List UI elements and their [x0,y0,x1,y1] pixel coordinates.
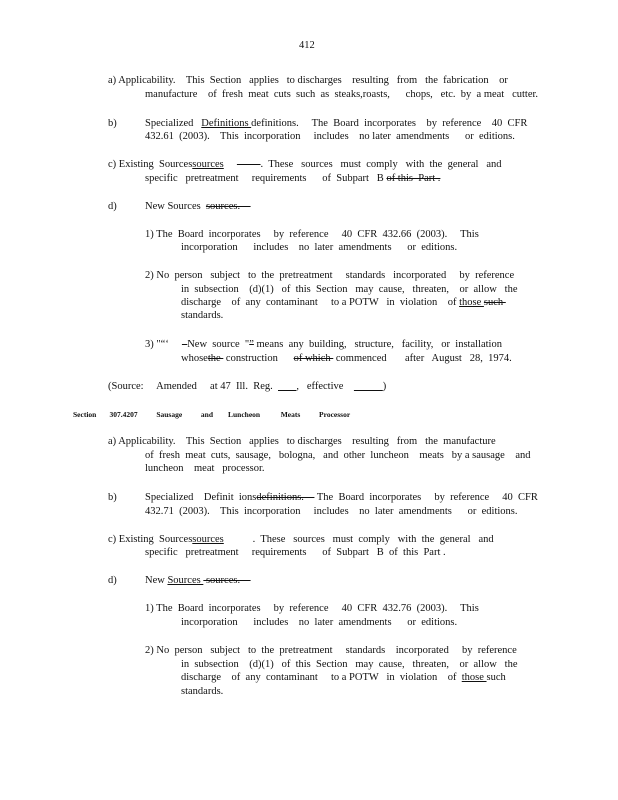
page-number: 412 [299,40,315,51]
inserted-text: sources [192,534,224,545]
p2-d2-line2: in subsection (d)(1) of this Section may cause, threaten, or allow the [181,659,518,670]
p1-applicability-line2: manufacture of fresh meat cuts such as steaks,roasts, chops, etc. by a meat cutter. [145,89,539,100]
deleted-text: definitions. [256,492,315,503]
inserted-text: sources [192,159,224,170]
deleted-text: sources. [205,201,251,212]
p2-applicability-line2: of fresh meat cuts, sausage, bologna, and other luncheon meats by a sausage and [145,450,531,461]
p1-d3-line1: 3) "“‘ –New source "” means any building, structure, facility, or installation [145,339,502,350]
p1-d1-line1: 1) The Board incorporates by reference 40 CFR 432.66 (2003). This [145,229,479,240]
deleted-text: the [207,353,224,364]
p2-existing-sources-line1: c) Existing Sourcessources . These sources must comply with the general and [108,534,494,545]
p1-d3-line2: whosethe construction of which commenced after August 28, 1974. [181,353,512,364]
p2-d2-line1: 2) No person subject to the pretreatment standards incorporated by reference [145,645,517,656]
p2-b-marker: b) [108,492,117,503]
p1-existing-sources-line1: c) Existing Sourcessources . These sources must comply with the general and [108,159,502,170]
blank-underline [278,381,296,392]
p1-d1-line2: incorporation includes no later amendments or editions. [181,242,458,253]
deleted-text: sources. [203,575,251,586]
p2-definitions-line2: 432.71 (2003). This incorporation includes no later amendments or editions. [145,506,518,517]
p2-d1-line1: 1) The Board incorporates by reference 40 CFR 432.76 (2003). This [145,603,479,614]
p1-d2-line1: 2) No person subject to the pretreatment standards incorporated by reference [145,270,515,281]
p2-d2-line3: discharge of any contaminant to a POTW in violation of those such [181,672,506,683]
p1-existing-sources-line2: specific pretreatment requirements of Subpart B of this Part . [145,173,441,184]
p2-d-marker: d) [108,575,117,586]
deleted-text: ” [249,339,254,350]
p1-d2-line2: in subsection (d)(1) of this Section may cause, threaten, or allow the [181,284,518,295]
p1-new-sources-heading: New Sources sources. [145,201,251,212]
deleted-text [237,159,261,170]
inserted-text: those [459,297,484,308]
p2-definitions-line1: Specialized Definit ionsdefinitions. The Board incorporates by reference 40 CFR [145,492,538,503]
deleted-text: – [181,339,188,350]
p1-b-marker: b) [108,118,117,129]
section-heading: Section 307.4207 Sausage and Luncheon Meats Processor [73,410,351,419]
p1-definitions-line1: Specialized Definitions definitions. The Board incorporates by reference 40 CFR [145,118,528,129]
p1-applicability-line1: a) Applicability. This Section applies to discharges resulting from the fabrication or [108,75,508,86]
blank-underline [354,381,383,392]
p2-applicability-line3: luncheon meat processor. [145,463,265,474]
p1-definitions-line2: 432.61 (2003). This incorporation includes no later amendments or editions. [145,131,515,142]
deleted-text: of this Part . [386,173,441,184]
p1-d-marker: d) [108,201,117,212]
deleted-text: of which [293,353,334,364]
p2-d2-line4: standards. [181,686,224,697]
p2-existing-sources-line2: specific pretreatment requirements of Subpart B of this Part . [145,547,446,558]
inserted-text: those [461,672,487,683]
inserted-text: Sources [167,575,204,586]
p1-d2-line3: discharge of any contaminant to a POTW in violation of those such [181,297,506,308]
source-note: (Source: Amended at 47 Ill. Reg. , effective ) [108,381,387,392]
p2-new-sources-heading: New Sources sources. [145,575,251,586]
inserted-text: Definitions [201,118,252,129]
p2-d1-line2: incorporation includes no later amendments or editions. [181,617,458,628]
p1-d2-line4: standards. [181,310,224,321]
deleted-text: such [483,297,506,308]
p2-applicability-line1: a) Applicability. This Section applies to discharges resulting from the manufacture [108,436,496,447]
